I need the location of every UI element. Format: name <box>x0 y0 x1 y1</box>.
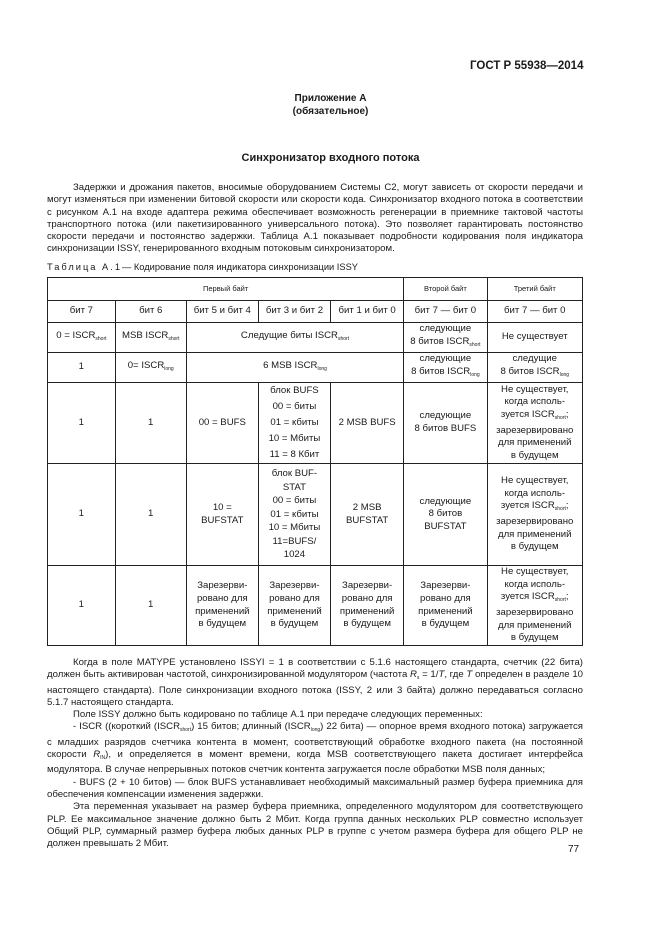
paragraph-matype <box>47 657 583 709</box>
col-header: бит 5 и бит 4 <box>186 301 258 323</box>
table-cell <box>186 353 404 383</box>
body-text <box>47 657 583 850</box>
cell-text: MSB ISCR <box>121 329 169 341</box>
table-cell: 2 MSB BUFSTAT <box>331 464 404 566</box>
table-cell: 1 <box>115 464 186 566</box>
table-caption-text: — Кодирование поля индикатора синхронизации ISSY <box>122 262 358 272</box>
col-header: бит 7 — бит 0 <box>487 301 583 323</box>
table-cell: Зарезерви- ровано для применений в будущем <box>258 566 330 646</box>
table-cell <box>487 383 583 464</box>
annex-heading <box>0 93 661 118</box>
text: R <box>93 749 101 761</box>
table-cell: следующие 8 битов BUFSTAT <box>404 464 487 566</box>
annex-status: (обязательное) <box>292 105 369 117</box>
col-header: бит 6 <box>115 301 186 323</box>
table-row <box>48 383 583 464</box>
table-cell: 10 = BUFSTAT <box>186 464 258 566</box>
table-cell: 1 <box>48 383 116 464</box>
text: T <box>466 669 473 681</box>
text: short <box>180 727 192 734</box>
table-cell <box>487 353 583 383</box>
text: T <box>438 669 445 681</box>
cell-sub: long <box>164 365 174 372</box>
cell-sub: short <box>469 342 481 348</box>
table-cell: Зарезерви- ровано для применений в будущем <box>331 566 404 646</box>
text: ) 15 битов; длинный (ISCR <box>191 721 311 733</box>
annex-title: Приложение А <box>294 93 367 104</box>
text: ) 22 бита) — опорное время входного потока) загружается с младших разрядов счетчика контента в момент, соответствующий обработке входного пакета (на постоянной скорости <box>47 721 583 761</box>
cell-text: Не существует, когда исполь- зуется ISCR <box>500 383 569 420</box>
col-header: бит 7 <box>48 301 116 323</box>
cell-text: Не существует, когда исполь- зуется ISCR <box>500 475 569 512</box>
table-cell: следующие 8 битов BUFS <box>404 383 487 464</box>
cell-text: следующие 8 битов ISCR <box>411 353 472 377</box>
table-cell: Зарезерви- ровано для применений в будущем <box>404 566 487 646</box>
table-cell <box>48 323 116 353</box>
col-header: бит 1 и бит 0 <box>331 301 404 323</box>
table-row <box>48 464 583 566</box>
header-first-byte: Первый байт <box>48 278 404 301</box>
table-cell <box>487 464 583 566</box>
table-row <box>48 278 583 301</box>
cell-text: Не существует, когда исполь- зуется ISCR <box>500 566 569 603</box>
table-caption-label: Таблица А.1 <box>47 262 122 272</box>
cell-text: ; зарезервировано для применений в будущем <box>496 408 574 461</box>
table-cell <box>404 353 487 383</box>
table-cell: 2 MSB BUFS <box>331 383 404 464</box>
cell-text: следущие 8 битов ISCR <box>500 353 560 377</box>
table-cell: 1 <box>48 464 116 566</box>
paragraph-buffer-size: Эта переменная указывает на размер буфера приемника, определенного модулятором для соответствующего PLP. Ее максимальное значение должно быть 2 Мбит. Когда группа данных нескольких PLP совместно использует Общий PLP, суммарный размер буфера любых данных PLP в группе с учетом размера буфера для общего PLP не должен превышать 2 Мбит. <box>47 801 583 850</box>
paragraph-bufs: - BUFS (2 + 10 битов) — блок BUFS устанавливает необходимый максимальный размер буфера приемника для обеспечения компенсации изменения задержки. <box>47 776 583 800</box>
cell-text: следующие 8 битов ISCR <box>410 323 472 347</box>
text: ), и определяется в момент времени, когда MSB соответствующего пакета достигает интерфейса модулятора. В случае непрерывных потоков счетчик контента загружается после обработки MSB поля данных; <box>47 749 584 776</box>
paragraph-iscr <box>47 721 583 776</box>
text: = 1/ <box>419 669 439 681</box>
cell-sub: short <box>554 506 566 513</box>
table-cell <box>115 323 186 353</box>
table-cell: блок BUF- STAT 00 = биты 01 = кбиты 10 = Мбиты 11=BUFS/ 1024 <box>258 464 330 566</box>
cell-sub: long <box>470 372 480 378</box>
table-cell: 1 <box>48 566 116 646</box>
section-title: Синхронизатор входного потока <box>241 152 420 164</box>
text: long <box>310 727 321 734</box>
cell-sub: short <box>554 597 566 604</box>
table-cell <box>115 353 186 383</box>
text: - ISCR ((короткий (ISCR <box>73 721 180 733</box>
col-header: бит 7 — бит 0 <box>404 301 487 323</box>
cell-text: 6 MSB ISCR <box>263 359 318 371</box>
cell-text: 0= ISCR <box>127 359 165 371</box>
cell-sub: short <box>168 335 180 342</box>
text: s <box>416 675 420 682</box>
paragraph-issy: Поле ISSY должно быть кодировано по таблице А.1 при передаче следующих переменных: <box>73 709 483 721</box>
col-header: бит 3 и бит 2 <box>258 301 330 323</box>
text: Когда в поле MATYPE установлено ISSYI = 1 в соответствии с 5.1.6 настоящего стандарта, счетчик (22 бита) должен быть активирован частотой, синхронизированной модулятором (частота <box>47 657 583 681</box>
table-cell: 00 = BUFS <box>186 383 258 464</box>
table-cell <box>487 566 583 646</box>
intro-paragraph: Задержки и дрожания пакетов, вносимые оборудованием Системы С2, могут зависеть от скорости передачи и могут изменяться при изменении битовой скорости или скорости кода. Синхронизатор входного потока в соответствии с рисунком А.1 на входе адаптера режима обеспечивает возможность регенерации в приемнике тактовой частоты транспортного потока (или пакетизированного универсального потока). Это позволяет гарантировать постоянство скорости передачи и постоянство задержки. Таблица А.1 показывает подробности кодирования поля индикатора синхронизации ISSY, генерированного входным потоковым синхронизатором. <box>47 182 583 255</box>
cell-sub: long <box>559 372 570 378</box>
cell-text: 0 = ISCR <box>56 329 96 341</box>
table-row <box>48 566 583 646</box>
text: IN <box>100 755 106 762</box>
table-row <box>48 353 583 383</box>
table-cell <box>404 323 487 353</box>
table-cell: Не существует <box>487 323 583 353</box>
issy-coding-table <box>47 277 583 646</box>
cell-text: ; зарезервировано для применений в будущем <box>496 500 574 553</box>
table-row <box>48 323 583 353</box>
header-third-byte: Третий байт <box>487 278 583 301</box>
text: определен в разделе 10 настоящего стандарта). Поле синхронизации входного потока (ISSY, 2 или 3 байта) должно передаваться согласно 5.1.7 настоящего стандарта. <box>47 669 583 708</box>
table-cell: 1 <box>115 566 186 646</box>
cell-sub: long <box>317 365 327 372</box>
cell-text: Следущие биты ISCR <box>240 329 338 341</box>
text: R <box>409 669 417 681</box>
table-caption <box>47 262 358 272</box>
text: , где <box>444 669 467 681</box>
table-cell <box>186 323 404 353</box>
cell-sub: short <box>554 414 566 421</box>
table-cell: 1 <box>48 353 116 383</box>
table-cell: Зарезерви- ровано для применений в будущем <box>186 566 258 646</box>
page-number: 77 <box>568 844 580 855</box>
table-cell: блок BUFS 00 = биты 01 = кбиты 10 = Мбиты 11 = 8 Кбит <box>258 383 330 464</box>
cell-text: ; зарезервировано для применений в будущем <box>496 591 574 644</box>
standard-number: ГОСТ Р 55938—2014 <box>470 60 584 72</box>
table-row <box>48 301 583 323</box>
table-cell: 1 <box>115 383 186 464</box>
header-second-byte: Второй байт <box>404 278 487 301</box>
cell-sub: short <box>337 335 350 342</box>
cell-sub: short <box>95 335 107 342</box>
